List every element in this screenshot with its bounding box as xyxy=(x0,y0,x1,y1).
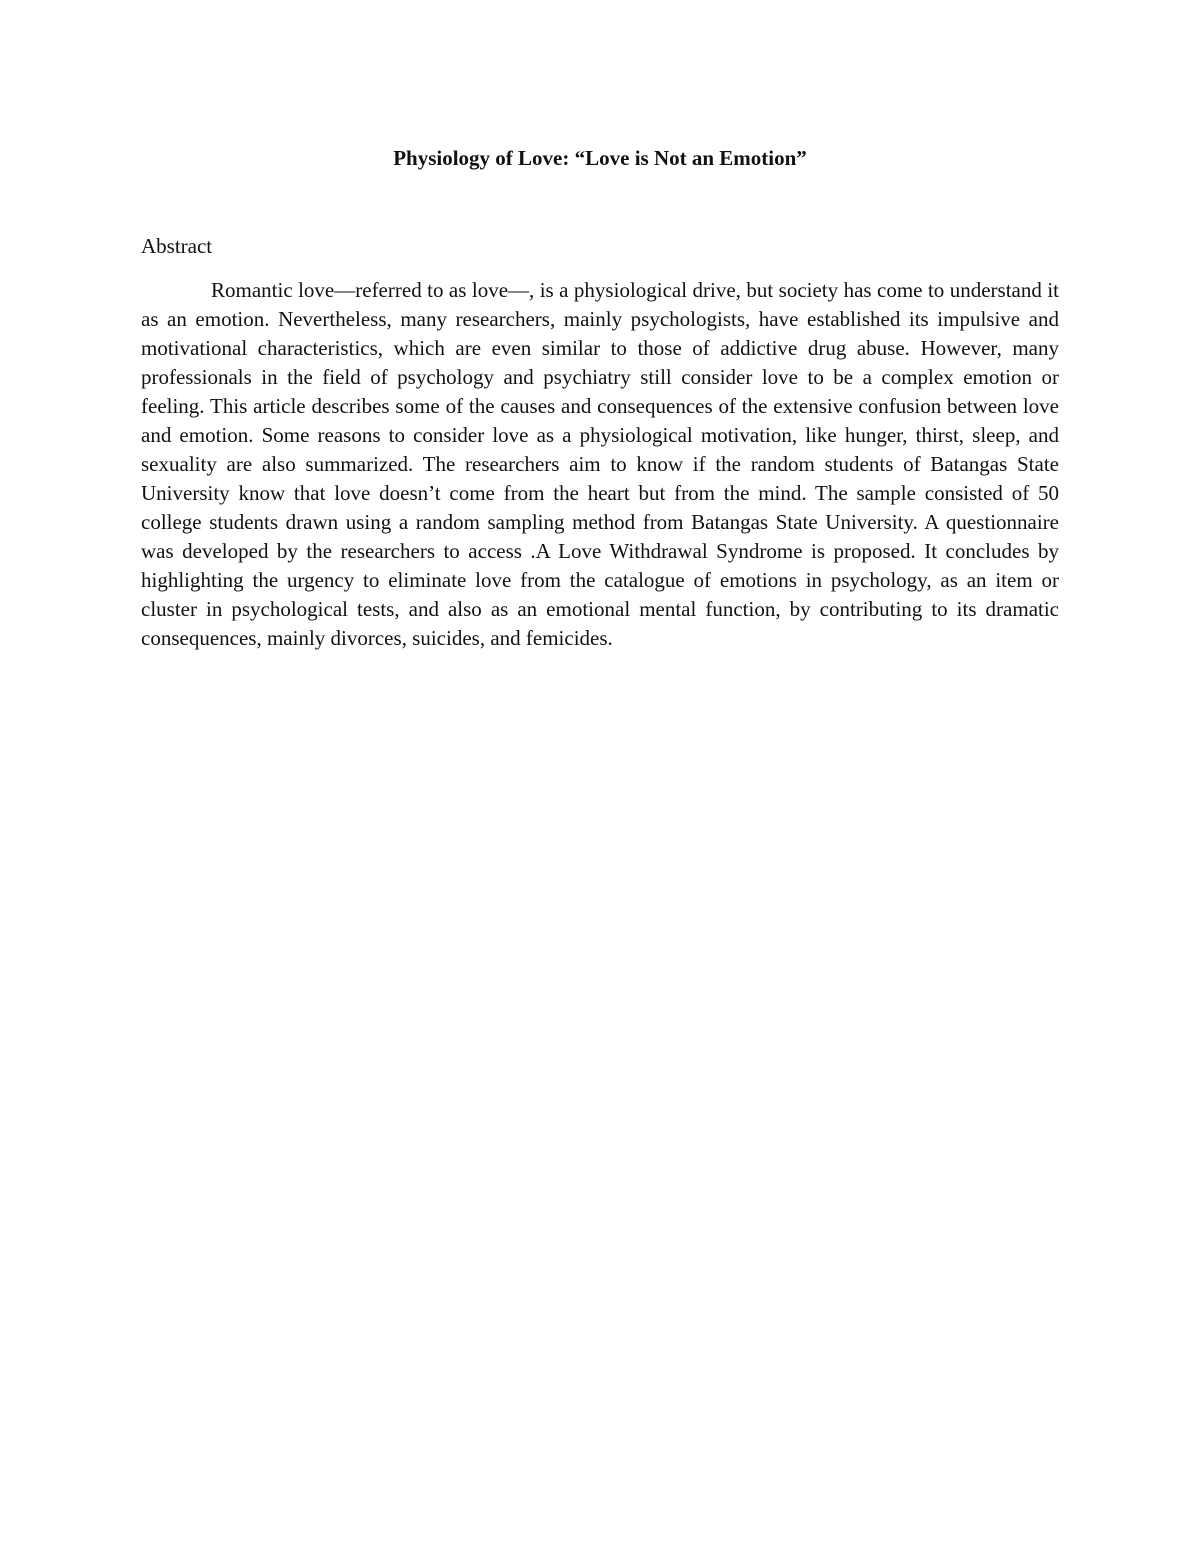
abstract-paragraph: Romantic love—referred to as love—, is a physiological drive, but society has come to understand it as an emotion. Nevertheless, many researchers, mainly psychologists, have established its impulsive and motivational characteristics, which are even similar to those of addictive drug abuse. However, many professionals in the field of psychology and psychiatry still consider love to be a complex emotion or feeling. This article describes some of the causes and consequences of the extensive confusion between love and emotion. Some reasons to consider love as a physiological motivation, like hunger, thirst, sleep, and sexuality are also summarized. The researchers aim to know if the random students of Batangas State University know that love doesn’t come from the heart but from the mind. The sample consisted of 50 college students drawn using a random sampling method from Batangas State University. A questionnaire was developed by the researchers to access .A Love Withdrawal Syndrome is proposed. It concludes by highlighting the urgency to eliminate love from the catalogue of emotions in psychology, as an item or cluster in psychological tests, and also as an emotional mental function, by contributing to its dramatic consequences, mainly divorces, suicides, and femicides. xyxy=(141,278,1059,650)
abstract-heading: Abstract xyxy=(141,234,213,258)
document-title: Physiology of Love: “Love is Not an Emotion” xyxy=(393,146,807,170)
